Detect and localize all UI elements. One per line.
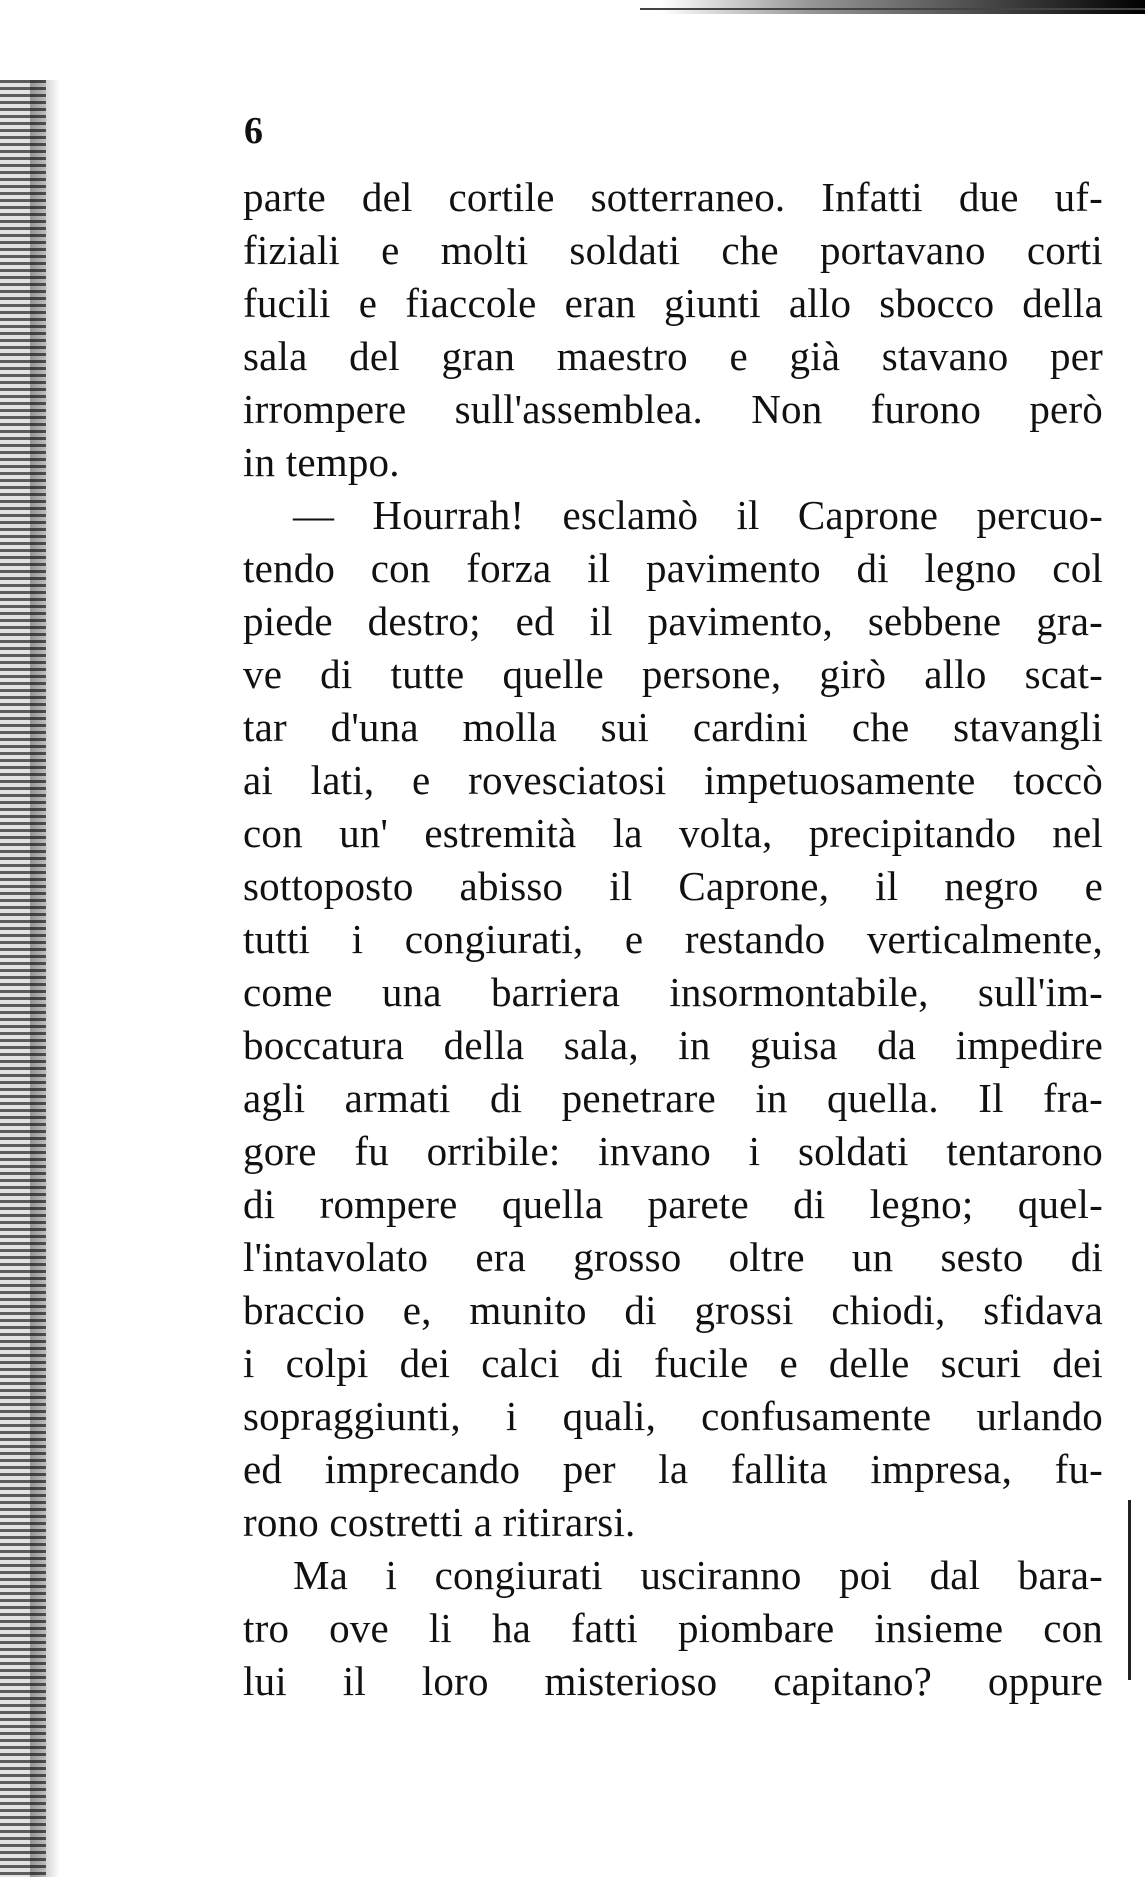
text-line: sopraggiunti, i quali, confusamente urlando (243, 1393, 1103, 1439)
scan-edge-right (1128, 1500, 1131, 1680)
text-line: agli armati di penetrare in quella. Il fra- (243, 1075, 1103, 1121)
text-line: tendo con forza il pavimento di legno col (243, 545, 1103, 591)
body-text (243, 171, 1103, 1708)
text-line: l'intavolato era grosso oltre un sesto di (243, 1234, 1103, 1280)
text-line: tro ove li ha fatti piombare insieme con (243, 1605, 1103, 1651)
text-line: ai lati, e rovesciatosi impetuosamente toccò (243, 757, 1103, 803)
text-line: — Hourrah! esclamò il Caprone percuo- (293, 492, 1103, 538)
text-line: boccatura della sala, in guisa da impedire (243, 1022, 1103, 1068)
text-line: gore fu orribile: invano i soldati tentarono (243, 1128, 1103, 1174)
text-line: piede destro; ed il pavimento, sebbene gra- (243, 598, 1103, 644)
text-line: ed imprecando per la fallita impresa, fu- (243, 1446, 1103, 1492)
text-line: tutti i congiurati, e restando verticalmente, (243, 916, 1103, 962)
text-line: in tempo. (243, 439, 400, 485)
text-line: i colpi dei calci di fucile e delle scuri dei (243, 1340, 1103, 1386)
scan-spine-fade (30, 80, 60, 1877)
text-line: parte del cortile sotterraneo. Infatti due uf- (243, 174, 1103, 220)
text-line: di rompere quella parete di legno; quel- (243, 1181, 1103, 1227)
text-line: Ma i congiurati usciranno poi dal bara- (293, 1552, 1103, 1598)
text-line: fiziali e molti soldati che portavano corti (243, 227, 1103, 273)
text-line: sala del gran maestro e già stavano per (243, 333, 1103, 379)
text-line: sottoposto abisso il Caprone, il negro e (243, 863, 1103, 909)
text-line: ve di tutte quelle persone, girò allo scat- (243, 651, 1103, 697)
text-line: con un' estremità la volta, precipitando nel (243, 810, 1103, 856)
text-line: rono costretti a ritirarsi. (243, 1499, 636, 1545)
text-line: irrompere sull'assemblea. Non furono però (243, 386, 1103, 432)
text-line: come una barriera insormontabile, sull'im- (243, 969, 1103, 1015)
scan-edge-top (660, 0, 1145, 14)
text-line: lui il loro misterioso capitano? oppure (243, 1658, 1103, 1704)
scan-edge-top-line (640, 8, 1145, 10)
text-line: tar d'una molla sui cardini che stavangli (243, 704, 1103, 750)
page-number: 6 (244, 110, 263, 152)
text-line: fucili e fiaccole eran giunti allo sbocco della (243, 280, 1103, 326)
text-line: braccio e, munito di grossi chiodi, sfidava (243, 1287, 1103, 1333)
